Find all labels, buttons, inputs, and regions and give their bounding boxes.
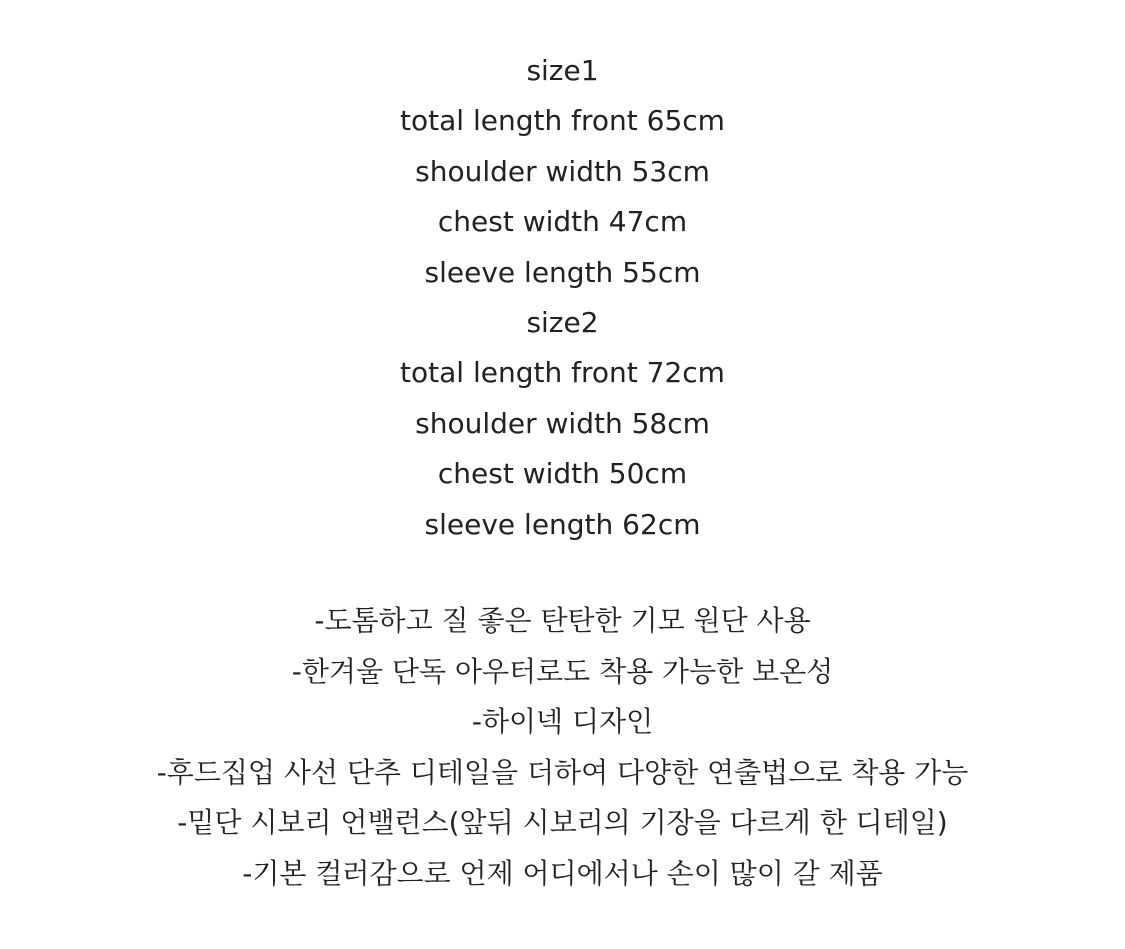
feature-list (0, 596, 1125, 900)
feature-hem-unbalance: -밑단 시보리 언밸런스(앞뒤 시보리의 기장을 다르게 한 디테일) (177, 806, 948, 840)
size-spec-block (0, 46, 1125, 550)
feature-basic-color: -기본 컬러감으로 언제 어디에서나 손이 많이 갈 제품 (242, 856, 883, 890)
feature-warmth: -한겨울 단독 아우터로도 착용 가능한 보온성 (291, 654, 834, 688)
feature-button-detail: -후드집업 사선 단추 디테일을 더하여 다양한 연출법으로 착용 가능 (156, 755, 969, 789)
size1-heading: size1 (526, 54, 599, 87)
feature-fabric: -도톰하고 질 좋은 탄탄한 기모 원단 사용 (314, 604, 811, 637)
size2-chest-width: chest width 50cm (437, 457, 688, 491)
size2-shoulder-width: shoulder width 58cm (415, 406, 710, 440)
size2-sleeve-length: sleeve length 62cm (424, 507, 701, 541)
size2-total-length-front: total length front 72cm (400, 356, 725, 390)
size1-total-length-front: total length front 65cm (400, 104, 725, 138)
size1-sleeve-length: sleeve length 55cm (424, 255, 701, 289)
feature-high-neck: -하이넥 디자인 (471, 705, 654, 739)
size1-chest-width: chest width 47cm (437, 205, 688, 239)
size1-shoulder-width: shoulder width 53cm (415, 154, 710, 188)
size2-heading: size2 (526, 305, 599, 339)
